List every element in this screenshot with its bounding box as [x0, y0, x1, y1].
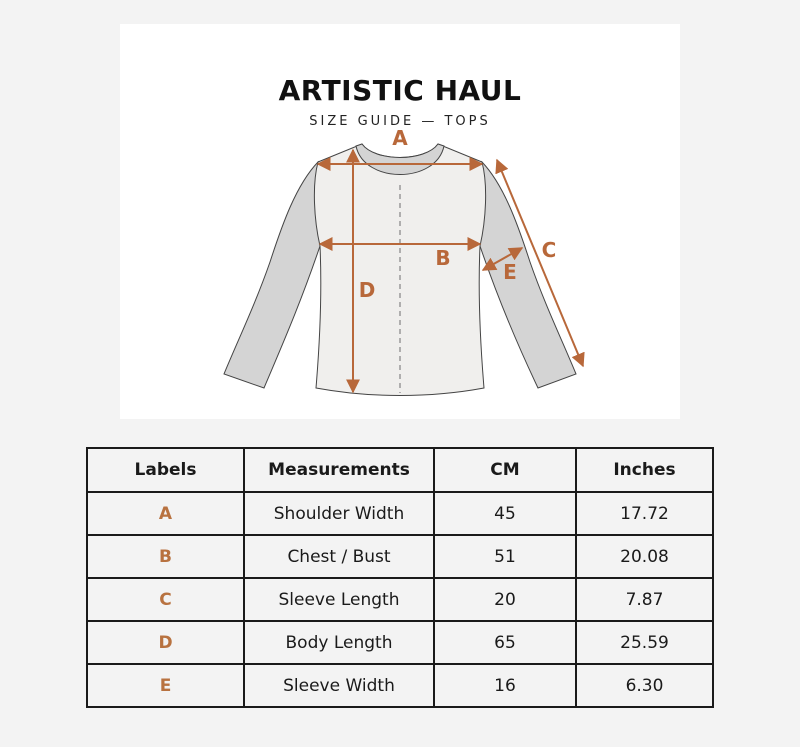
right-sleeve — [480, 162, 576, 388]
label-d: D — [358, 278, 376, 302]
row-cm: 65 — [434, 621, 576, 664]
table-row — [87, 621, 713, 664]
size-guide-image — [120, 24, 680, 419]
label-c: C — [541, 238, 557, 262]
row-cm: 16 — [434, 664, 576, 707]
row-inches: 17.72 — [576, 492, 713, 535]
column-header-labels: Labels — [87, 448, 244, 492]
row-inches: 6.30 — [576, 664, 713, 707]
table-row — [87, 535, 713, 578]
row-measurement: Body Length — [244, 621, 434, 664]
row-measurement: Shoulder Width — [244, 492, 434, 535]
table-row — [87, 578, 713, 621]
row-label: C — [87, 578, 244, 621]
column-header-inches: Inches — [576, 448, 713, 492]
row-inches: 25.59 — [576, 621, 713, 664]
table-header-row — [87, 448, 713, 492]
row-inches: 7.87 — [576, 578, 713, 621]
label-b: B — [435, 246, 451, 270]
row-inches: 20.08 — [576, 535, 713, 578]
row-cm: 20 — [434, 578, 576, 621]
row-measurement: Sleeve Length — [244, 578, 434, 621]
row-cm: 51 — [434, 535, 576, 578]
table-row — [87, 492, 713, 535]
column-header-cm: CM — [434, 448, 576, 492]
size-table — [86, 447, 714, 708]
brand-title: ARTISTIC HAUL — [278, 74, 522, 107]
left-sleeve — [224, 162, 320, 388]
row-label: E — [87, 664, 244, 707]
table-row — [87, 664, 713, 707]
column-header-measurements: Measurements — [244, 448, 434, 492]
row-label: D — [87, 621, 244, 664]
label-e: E — [503, 260, 517, 284]
row-label: A — [87, 492, 244, 535]
size-guide-subtitle: SIZE GUIDE — TOPS — [309, 114, 491, 129]
row-label: B — [87, 535, 244, 578]
label-a: A — [392, 126, 408, 150]
row-measurement: Sleeve Width — [244, 664, 434, 707]
row-cm: 45 — [434, 492, 576, 535]
row-measurement: Chest / Bust — [244, 535, 434, 578]
